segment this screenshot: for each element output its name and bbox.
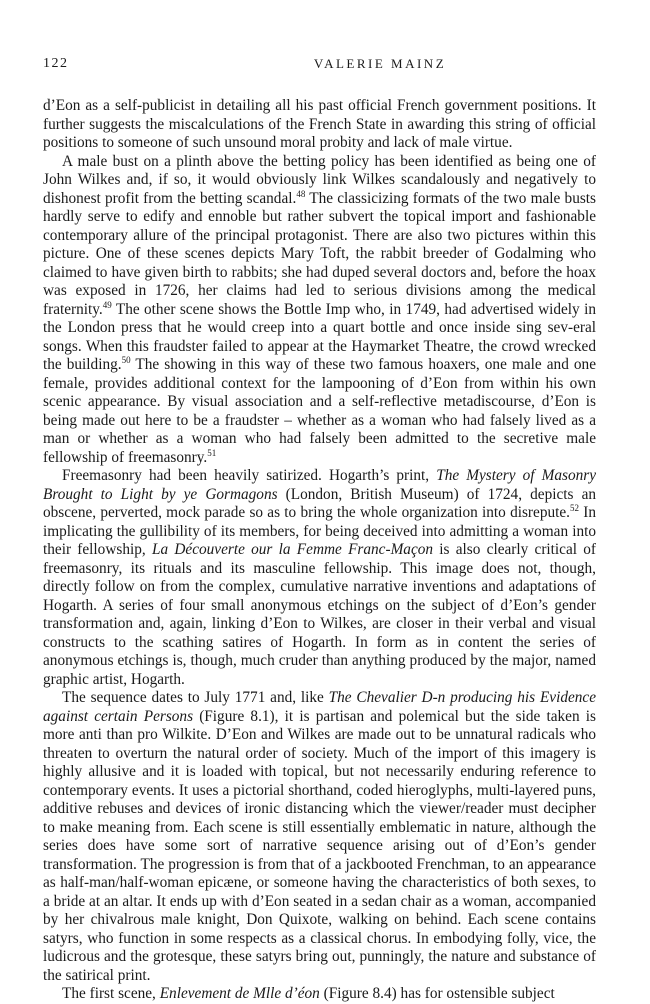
text-run: (London, British Museum) of 1724, depicts an obscene, perverted, mock parade so as to bring the whole organization into disrepute. bbox=[43, 485, 597, 521]
text-run: The sequence dates to July 1771 and, like bbox=[62, 689, 329, 706]
text-run: The other scene shows the Bottle Imp who, in 1749, had advertised widely in the London press that he would creep into a quart bottle and once inside sing sev-eral songs. When this fraudster failed to appear at the Haymarket Theatre, the crowd wrecked the building. bbox=[43, 300, 596, 373]
text-run: The showing in this way of these two famous hoaxers, one male and one female, provides additional context for the lampooning of d’Eon from within his own scenic appearance. By visual association and a self-reflective metadiscourse, d’Eon is being made out here to be a fraudster – whether as a woman who had falsely lived as a man or whether as a woman who had falsely been admitted to the secretive male fellowship of freemasonry. bbox=[43, 356, 596, 466]
text-run: The classicizing formats of the two male busts hardly serve to edify and ennoble but rather subvert the topical import and fashionable contemporary allure of the principal protagonist. There are also two pictures within this picture. One of these scenes depicts Mary Toft, the rabbit breeder of Godalming who claimed to have given birth to rabbits; she had duped several doctors and, before the hoax was exposed in 1726, her claims had led to serious divisions among the medical fraternity. bbox=[43, 189, 596, 318]
paragraph bbox=[43, 97, 596, 153]
page-number: 122 bbox=[43, 56, 69, 71]
paragraph bbox=[43, 689, 596, 985]
footnote-ref: 48 bbox=[296, 188, 306, 199]
paragraph bbox=[43, 985, 596, 1004]
paragraph bbox=[43, 153, 596, 468]
italic-title: La Découverte our la Femme Franc-Maçon bbox=[151, 541, 434, 558]
footnote-ref: 51 bbox=[207, 447, 217, 458]
body-text bbox=[43, 97, 596, 1004]
text-run: (Figure 8.1), it is partisan and polemical but the side taken is more anti than pro Wilkite. D’Eon and Wilkes are made out to be unnatural radicals who threaten to overturn the natural order of society. Much of the import of this imagery is highly allusive and it is loaded with topical, but not necessarily enduring reference to contemporary events. It uses a pictorial shorthand, coded hieroglyphs, multi-layered puns, additive rebuses and devices of ironic distancing which the viewer/reader must decipher to make meaning from. Each scene is still essentially emblematic in nature, although the series does have some sort of narrative sequence arising out of d’Eon’s gender transformation. The progression is from that of a jackbooted Frenchman, to an appearance as half-man/half-woman epicæne, or someone having the characteristics of both sexes, to a bride at an altar. It ends up with d’Eon seated in a sedan chair as a woman, accompanied by her chivalrous male knight, Don Quixote, walking on behind. Each scene contains satyrs, who function in some respects as a classical chorus. In embodying folly, vice, the ludicrous and the grotesque, these satyrs bring out, punningly, the nature and substance of the satirical print. bbox=[43, 707, 596, 984]
italic-title: The Chevalier D-n producing his Evidence against certain Persons bbox=[43, 689, 596, 725]
text-run: d’Eon as a self-publicist in detailing all his past official French government positions. It further suggests the miscalculations of the French State in awarding this string of official positions to someone of such unsound moral probity and lack of male virtue. bbox=[43, 97, 596, 151]
italic-title: Enlevement de Mlle d’éon bbox=[159, 985, 320, 1002]
text-run: (Figure 8.4) has for ostensible subject bbox=[319, 985, 555, 1002]
text-run: Freemasonry had been heavily satirized. Hogarth’s print, bbox=[62, 467, 437, 484]
footnote-ref: 52 bbox=[569, 503, 579, 513]
text-run: In implicating the gullibility of its members, for being deceived into admitting a woman into their fellowship, bbox=[43, 504, 596, 558]
footnote-ref: 50 bbox=[121, 355, 131, 365]
paragraph bbox=[43, 467, 596, 689]
running-head: VALERIE MAINZ bbox=[313, 56, 447, 71]
text-run: The first scene, bbox=[62, 985, 160, 1002]
italic-title: The Mystery of Masonry Brought to Light by ye Gormagons bbox=[43, 467, 596, 503]
text-run: A male bust on a plinth above the betting policy has been identified as being one of John Wilkes and, if so, it would obviously link Wilkes scandalously and negatively to dishonest profit from the betting scandal. bbox=[43, 152, 596, 207]
footnote-ref: 49 bbox=[102, 299, 112, 310]
text-run: is also clearly critical of freemasonry, its rituals and its masculine fellowship. This image does not, though, directly follow on from the complex, cumulative narrative inventions and adaptations of Hogarth. A series of four small anonymous etchings on the subject of d’Eon’s gender transformation and, again, linking d’Eon to Wilkes, are closer in their verbal and visual constructs to the scathing satires of Hogarth. In form as in content the series of anonymous etchings is, though, much cruder than anything produced by the major, named graphic artist, Hogarth. bbox=[43, 541, 597, 688]
